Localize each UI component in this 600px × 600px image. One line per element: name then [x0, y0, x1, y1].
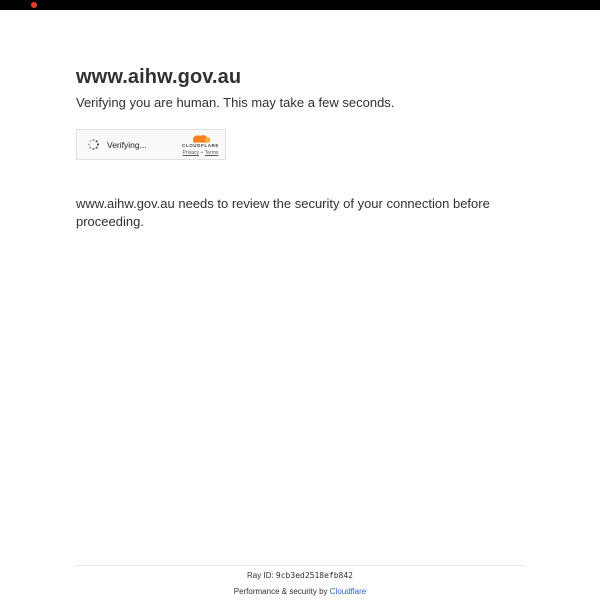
ray-id: [76, 571, 524, 581]
cloudflare-branding: [182, 133, 219, 156]
widget-status: [87, 138, 147, 151]
links-separator: •: [201, 149, 203, 156]
verification-subtitle: Verifying you are human. This may take a few seconds.: [76, 95, 395, 110]
page-title: www.aihw.gov.au: [76, 66, 242, 88]
page-footer: [76, 565, 524, 596]
recording-dot-icon: [31, 2, 37, 8]
top-bar: [0, 0, 600, 10]
ray-id-value: 9cb3ed2518efb842: [275, 571, 353, 580]
widget-links: [183, 151, 219, 156]
performance-text: Performance & security by: [233, 586, 328, 596]
security-message: www.aihw.gov.au needs to review the security of your connection before proceeding.: [76, 196, 490, 229]
turnstile-widget[interactable]: [76, 129, 226, 160]
verifying-label: Verifying...: [107, 139, 147, 150]
cloudflare-wordmark: CLOUDFLARE: [182, 143, 219, 149]
ray-id-label: Ray ID:: [247, 571, 274, 580]
spinner-icon: [87, 138, 100, 151]
performance-credit: [76, 587, 524, 597]
privacy-link[interactable]: Privacy: [182, 149, 199, 156]
terms-link[interactable]: Terms: [204, 149, 219, 156]
cloudflare-link[interactable]: Cloudflare: [329, 586, 367, 596]
cloudflare-logo-icon: [190, 134, 212, 143]
